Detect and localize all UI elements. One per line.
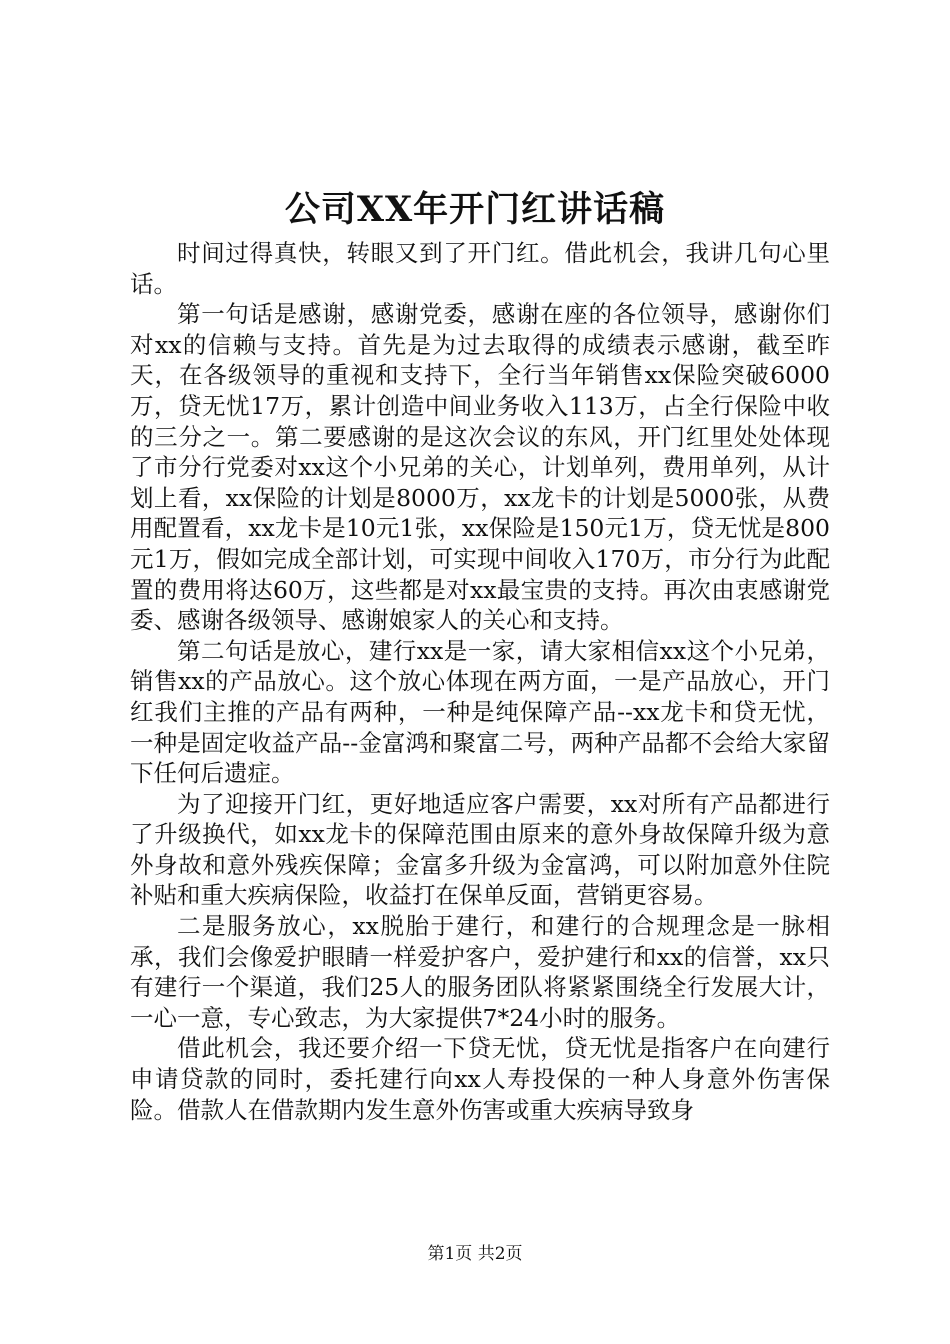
paragraph-2: 第一句话是感谢，感谢党委，感谢在座的各位领导，感谢你们对xx的信赖与支持。首先是为过去取得的成绩表示感谢，截至昨天，在各级领导的重视和支持下，全行当年销售xx保险突破6000万，贷无忧17万，累计创造中间业务收入113万，占全行保险中收的三分之一。第二要感谢的是这次会议的东风，开门红里处处体现了市分行党委对xx这个小兄弟的关心，计划单列，费用单列，从计划上看，xx保险的计划是8000万，xx龙卡的计划是5000张，从费用配置看，xx龙卡是10元1张，xx保险是150元1万，贷无忧是800元1万，假如完成全部计划，可实现中间收入170万，市分行为此配置的费用将达60万，这些都是对xx最宝贵的支持。再次由衷感谢党委、感谢各级领导、感谢娘家人的关心和支持。	[130, 300, 830, 635]
paragraph-4: 为了迎接开门红，更好地适应客户需要，xx对所有产品都进行了升级换代，如xx龙卡的保障范围由原来的意外身故保障升级为意外身故和意外残疾保障；金富多升级为金富鸿，可以附加意外住院补贴和重大疾病保险，收益打在保单反面，营销更容易。	[130, 789, 830, 910]
paragraph-5: 二是服务放心，xx脱胎于建行，和建行的合规理念是一脉相承，我们会像爱护眼睛一样爱护客户，爱护建行和xx的信誉，xx只有建行一个渠道，我们25人的服务团队将紧紧围绕全行发展大计，一心一意，专心致志，为大家提供7*24小时的服务。	[130, 912, 830, 1032]
paragraph-1: 时间过得真快，转眼又到了开门红。借此机会，我讲几句心里话。	[130, 239, 830, 298]
paragraph-3: 第二句话是放心，建行xx是一家，请大家相信xx这个小兄弟，销售xx的产品放心。这个放心体现在两方面，一是产品放心，开门红我们主推的产品有两种，一种是纯保障产品--xx龙卡和贷无忧，一种是固定收益产品--金富鸿和聚富二号，两种产品都不会给大家留下任何后遗症。	[130, 636, 830, 788]
document-body	[130, 238, 830, 1125]
page-number-footer: 第1页 共2页	[427, 1244, 523, 1264]
document-title: 公司XX年开门红讲话稿	[284, 189, 666, 230]
paragraph-6: 借此机会，我还要介绍一下贷无忧，贷无忧是指客户在向建行申请贷款的同时，委托建行向xx人寿投保的一种人身意外伤害保险。借款人在借款期内发生意外伤害或重大疾病导致身	[130, 1034, 830, 1124]
